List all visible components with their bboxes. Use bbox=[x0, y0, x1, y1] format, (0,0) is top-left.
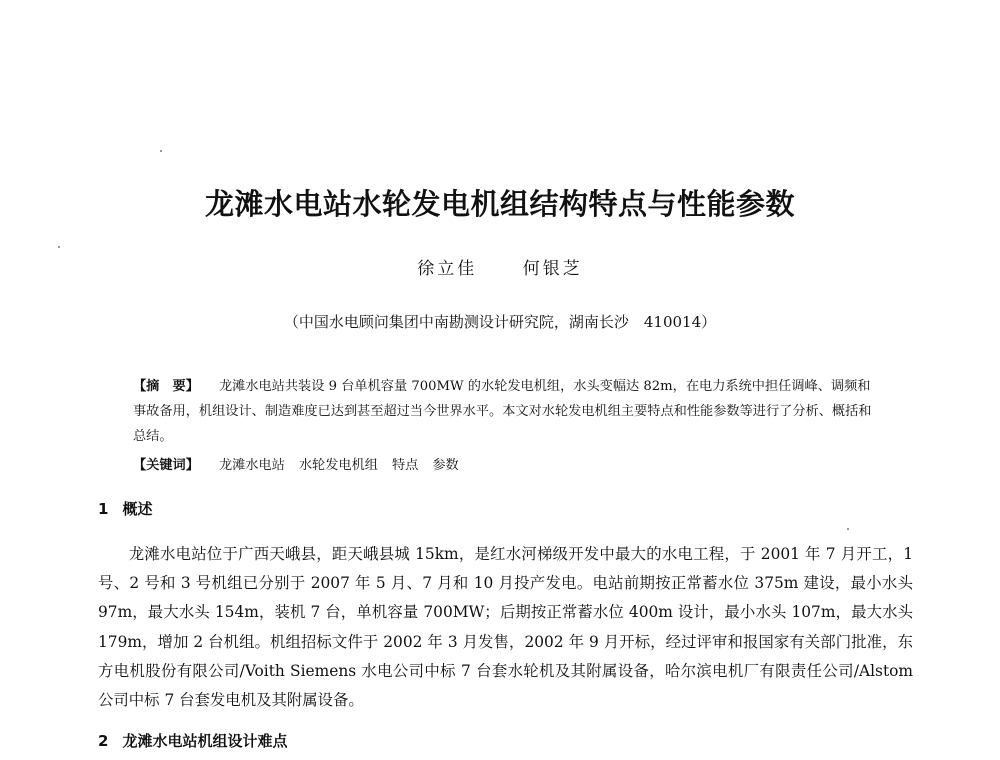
body-paragraph: 龙滩水电站位于广西天峨县，距天峨县城 15km，是红水河梯级开发中最大的水电工程，于 2001 年 7 月开工，1 号、2 号和 3 号机组已分别于 2007 年 5 月、7 月和 10 月投产发电。电站前期按正常蓄水位 375m 建设，最小水头 97m，最大水头 154m，装机 7 台，单机容量 700MW；后期按正常蓄水位 400m 设计，最小水头 107m，最大水头 179m，增加 2 台机组。机组招标文件于 2002 年 3 月发售，2002 年 9 月开标，经过评审和报国家有关部门批准，东方电机股份有限公司/Voith Siemens 水电公司中标 7 台套水轮机及其附属设备，哈尔滨电机厂有限责任公司/Alstom 公司中标 7 台套发电机及其附属设备。 bbox=[98, 545, 913, 710]
section-heading bbox=[98, 730, 287, 751]
keyword: 参数 bbox=[432, 458, 459, 473]
abstract bbox=[133, 374, 883, 449]
scan-speck bbox=[58, 246, 60, 248]
scan-speck bbox=[160, 150, 162, 152]
keywords-label: 【关键词】 bbox=[133, 458, 199, 473]
keyword: 龙滩水电站 bbox=[218, 458, 285, 473]
affiliation: （中国水电顾问集团中南勘测设计研究院，湖南长沙 410014） bbox=[283, 313, 717, 331]
section-title: 龙滩水电站机组设计难点 bbox=[122, 732, 288, 750]
keyword: 特点 bbox=[392, 458, 419, 473]
keywords bbox=[133, 454, 883, 473]
section-heading bbox=[98, 498, 152, 519]
section-title: 概述 bbox=[122, 500, 153, 518]
abstract-text: 龙滩水电站共装设 9 台单机容量 700MW 的水轮发电机组，水头变幅达 82m，在电力系统中担任调峰、调频和事故备用，机组设计、制造难度已达到甚至超过当今世界水平。本文对水轮发电机组主要特点和性能参数等进行了分析、概括和总结。 bbox=[133, 379, 872, 444]
scan-speck bbox=[847, 528, 849, 530]
paper-title: 龙滩水电站水轮发电机组结构特点与性能参数 bbox=[204, 187, 795, 221]
author-name: 何银芝 bbox=[522, 259, 583, 279]
abstract-label: 【摘 要】 bbox=[133, 379, 199, 394]
section-number: 2 bbox=[98, 732, 109, 750]
keyword: 水轮发电机组 bbox=[298, 458, 378, 473]
author-name: 徐立佳 bbox=[417, 259, 478, 279]
section-number: 1 bbox=[98, 500, 109, 518]
author-list bbox=[0, 254, 1000, 279]
